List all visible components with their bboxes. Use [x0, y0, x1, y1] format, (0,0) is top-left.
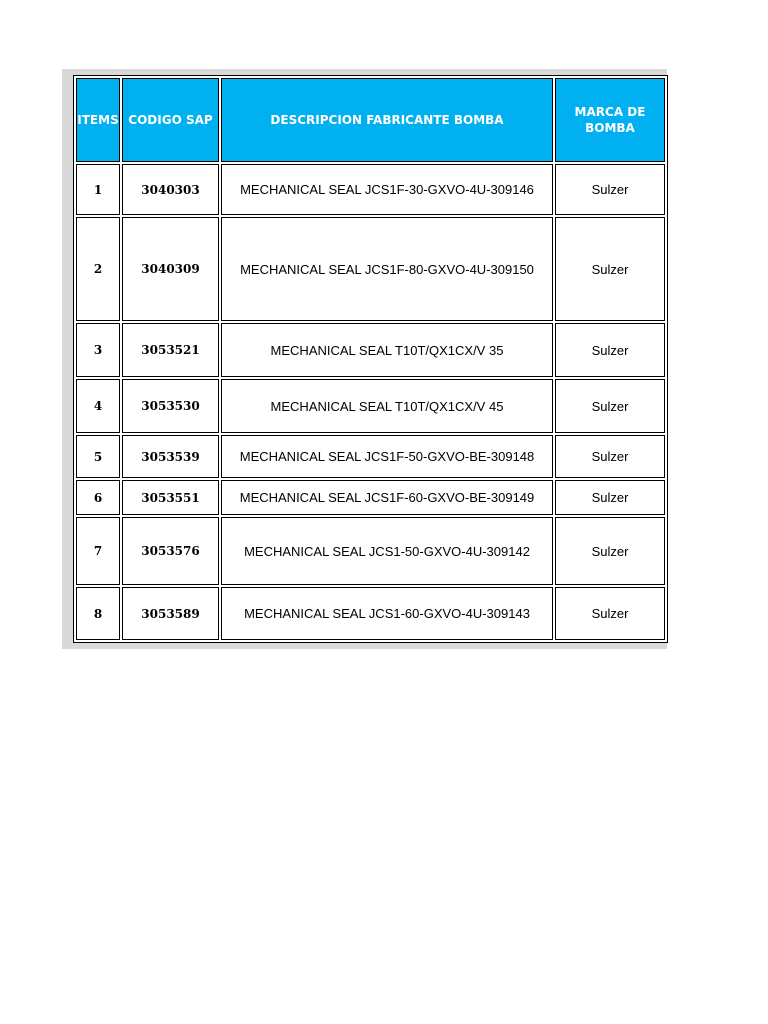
cell-descripcion: MECHANICAL SEAL JCS1F-80-GXVO-4U-309150 [221, 217, 553, 321]
cell-descripcion: MECHANICAL SEAL T10T/QX1CX/V 45 [221, 379, 553, 433]
cell-codigo-sap: 3053521 [122, 323, 219, 377]
seal-table [73, 75, 668, 643]
table-row [76, 587, 665, 640]
cell-marca: Sulzer [555, 379, 665, 433]
header-descripcion: DESCRIPCION FABRICANTE BOMBA [221, 78, 553, 162]
cell-item: 7 [76, 517, 120, 585]
cell-descripcion: MECHANICAL SEAL JCS1F-30-GXVO-4U-309146 [221, 164, 553, 215]
cell-descripcion: MECHANICAL SEAL JCS1-50-GXVO-4U-309142 [221, 517, 553, 585]
header-codigo-sap: CODIGO SAP [122, 78, 219, 162]
table-row [76, 323, 665, 377]
header-marca-label: MARCA DE BOMBA [574, 105, 646, 135]
cell-codigo-sap: 3040303 [122, 164, 219, 215]
cell-marca: Sulzer [555, 435, 665, 478]
cell-item: 2 [76, 217, 120, 321]
cell-codigo-sap: 3053530 [122, 379, 219, 433]
cell-descripcion: MECHANICAL SEAL JCS1-60-GXVO-4U-309143 [221, 587, 553, 640]
cell-item: 5 [76, 435, 120, 478]
cell-marca: Sulzer [555, 323, 665, 377]
cell-codigo-sap: 3053551 [122, 480, 219, 515]
cell-item: 8 [76, 587, 120, 640]
table-row [76, 517, 665, 585]
table-row [76, 217, 665, 321]
cell-marca: Sulzer [555, 517, 665, 585]
cell-item: 1 [76, 164, 120, 215]
cell-codigo-sap: 3053539 [122, 435, 219, 478]
cell-item: 4 [76, 379, 120, 433]
table-row [76, 480, 665, 515]
table-row [76, 435, 665, 478]
cell-item: 6 [76, 480, 120, 515]
cell-codigo-sap: 3053589 [122, 587, 219, 640]
cell-marca: Sulzer [555, 164, 665, 215]
cell-descripcion: MECHANICAL SEAL T10T/QX1CX/V 35 [221, 323, 553, 377]
table-row [76, 164, 665, 215]
cell-descripcion: MECHANICAL SEAL JCS1F-50-GXVO-BE-309148 [221, 435, 553, 478]
header-marca [555, 78, 665, 162]
cell-marca: Sulzer [555, 480, 665, 515]
header-items: ITEMS [76, 78, 120, 162]
cell-codigo-sap: 3053576 [122, 517, 219, 585]
cell-item: 3 [76, 323, 120, 377]
cell-codigo-sap: 3040309 [122, 217, 219, 321]
header-row [76, 78, 665, 162]
cell-marca: Sulzer [555, 217, 665, 321]
cell-marca: Sulzer [555, 587, 665, 640]
cell-descripcion: MECHANICAL SEAL JCS1F-60-GXVO-BE-309149 [221, 480, 553, 515]
table-row [76, 379, 665, 433]
